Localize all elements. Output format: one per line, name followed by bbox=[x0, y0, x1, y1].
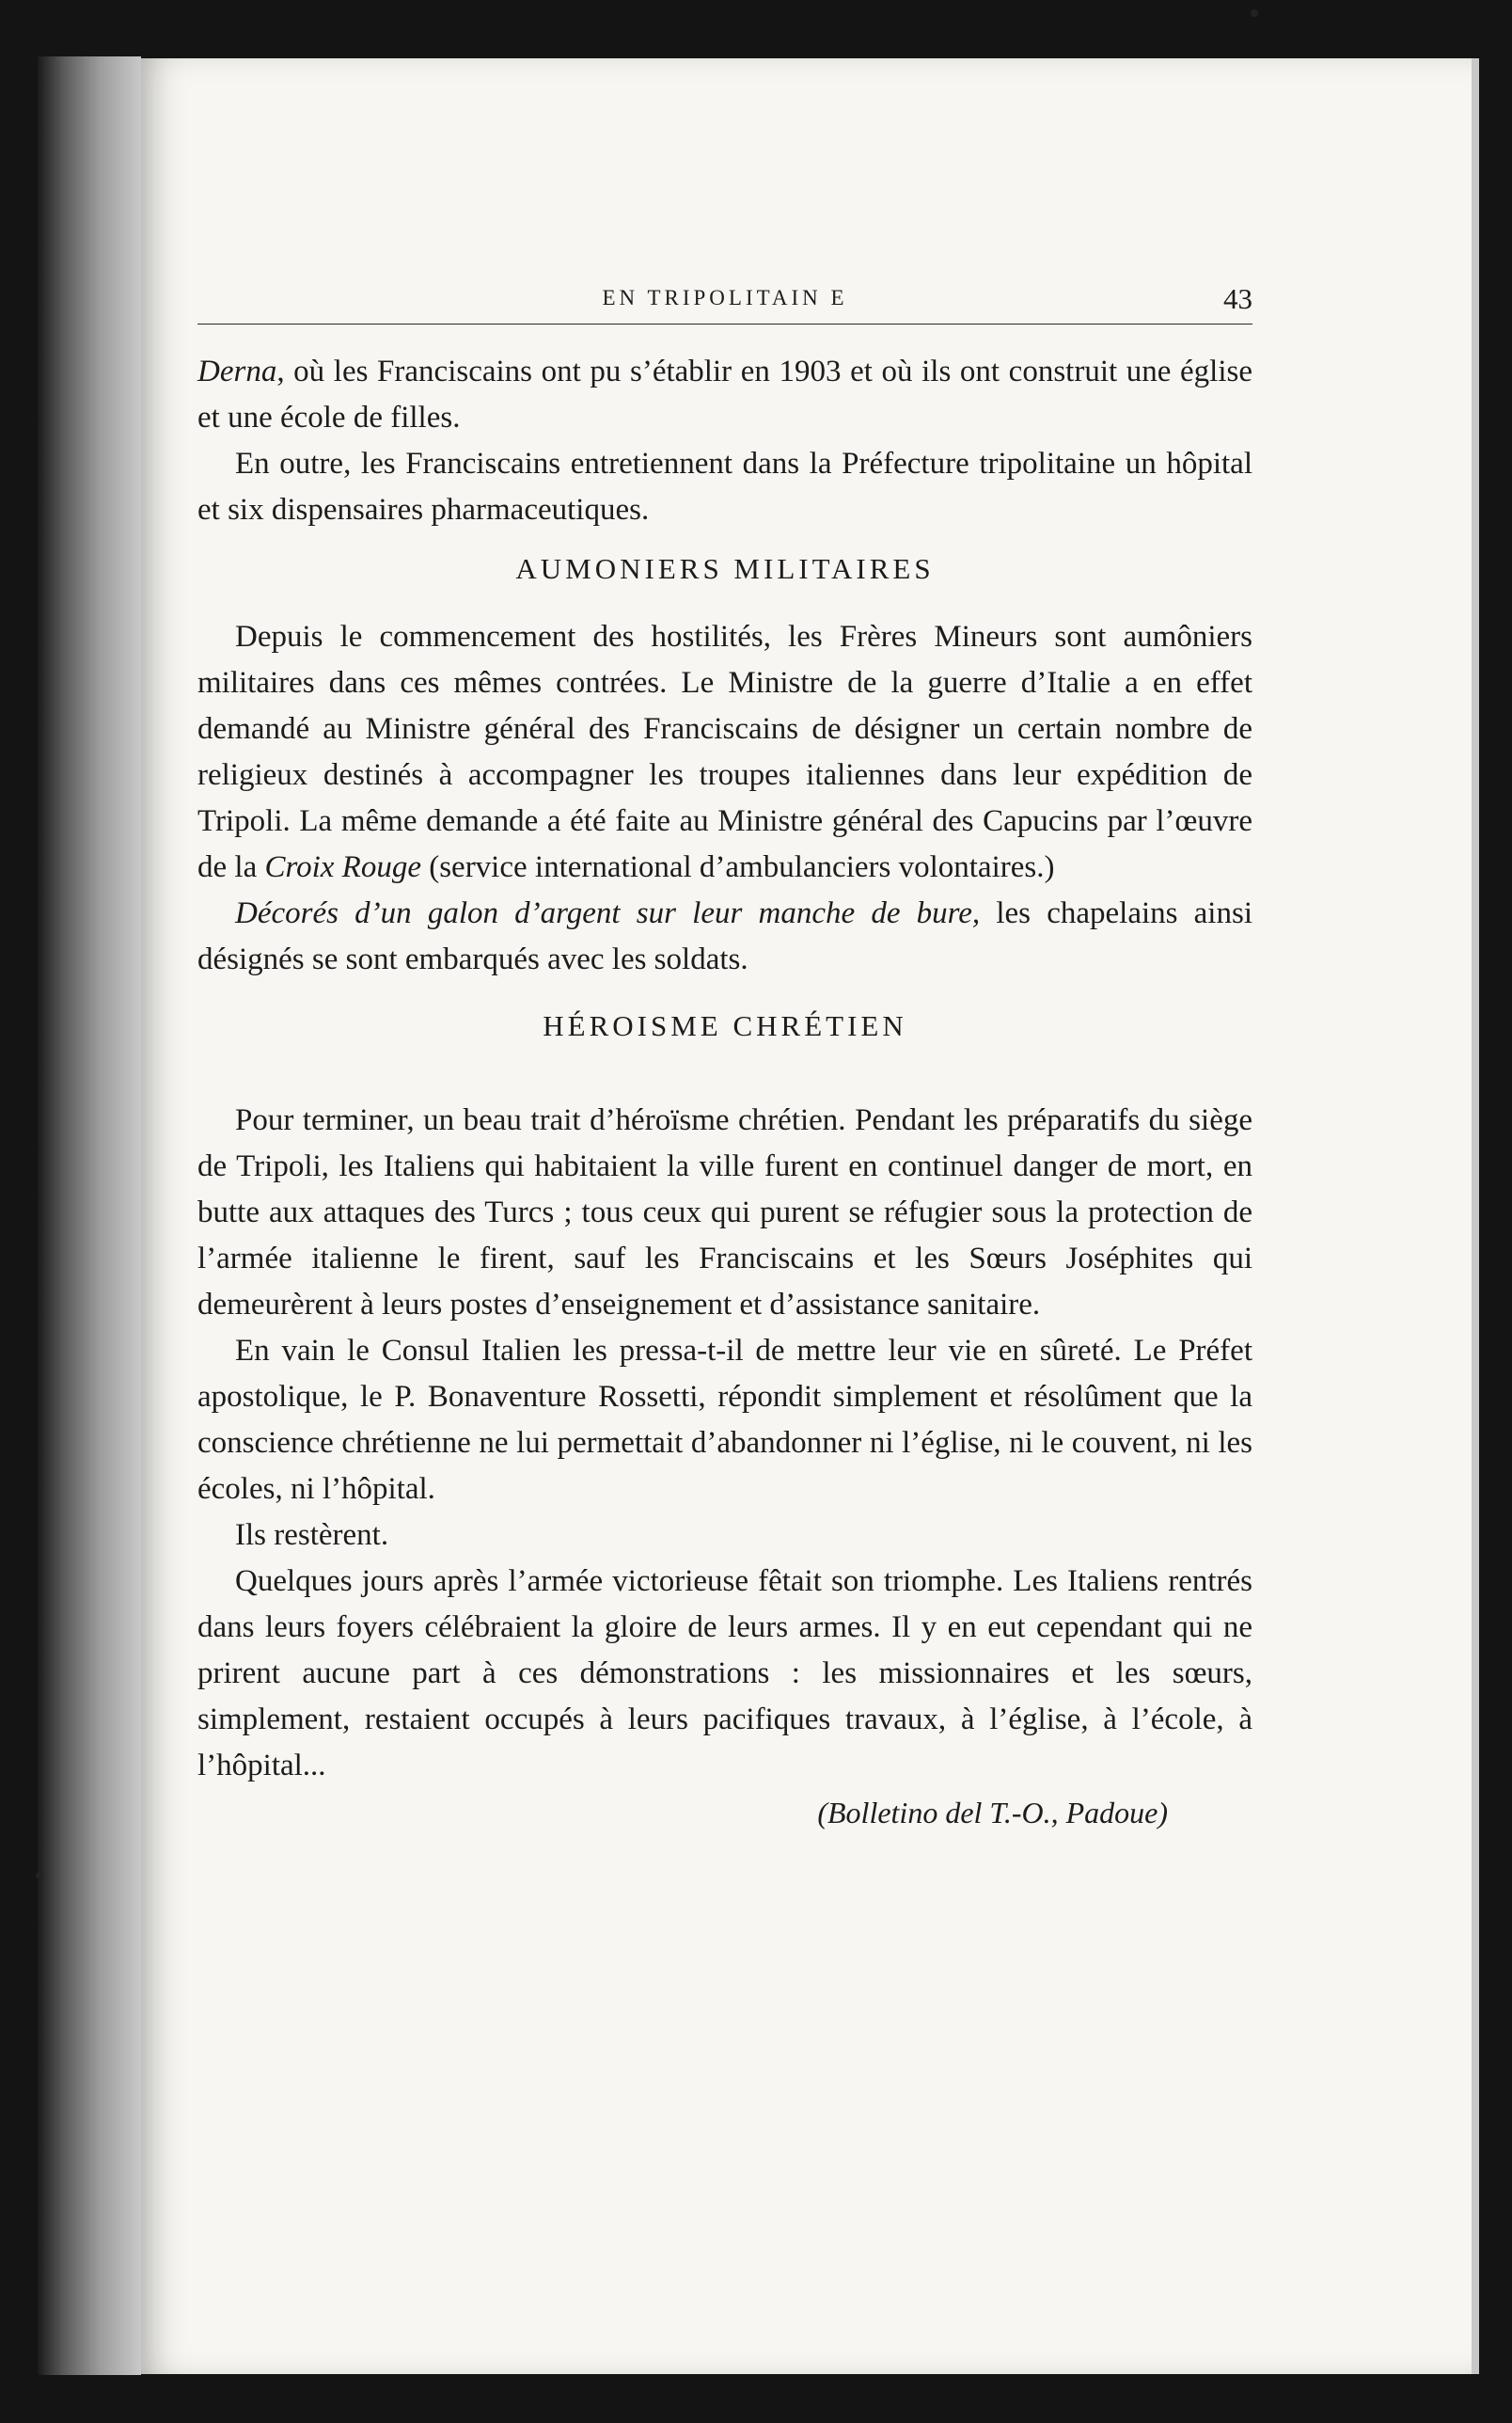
section-heading-aumoniers: AUMONIERS MILITAIRES bbox=[515, 552, 935, 585]
book-binding-shadow bbox=[38, 56, 141, 2375]
organisation-name: Croix Rouge bbox=[264, 850, 421, 884]
place-name: Derna bbox=[197, 355, 277, 388]
page-edge bbox=[1472, 58, 1479, 2374]
section1-paragraph-2-italic: Décorés d’un galon d’argent sur leur manche de bure, bbox=[235, 896, 981, 930]
section1-paragraph-1 bbox=[197, 614, 1252, 891]
section2-paragraph-4: Quelques jours après l’armée victorieuse fêtait son triomphe. Les Italiens rentrés dans leurs foyers célébraient la gloire de leurs armes. Il y en eut cependant qui ne prirent aucune part à ces démonstrations : les missionnaires et les sœurs, simplement, restaient occupés à leurs pacifiques travaux, à l’église, à l’école, à l’hôpital... bbox=[197, 1564, 1252, 1782]
dust-speck bbox=[1251, 9, 1258, 17]
source-attribution: (Bolletino del T.-O., Padoue) bbox=[817, 1796, 1168, 1829]
dust-speck bbox=[36, 1872, 43, 1879]
section1-paragraph-1-end: (service international d’ambulanciers volontaires.) bbox=[420, 850, 1055, 884]
section1-paragraph-1-text: Depuis le commencement des hostilités, les Frères Mineurs sont aumôniers militaires dans ces mêmes contrées. Le Ministre de la guerre d’Italie a en effet demandé au Ministre général des Franciscains de désigner un certain nombre de religieux destinés à accompagner les troupes italiennes dans leur expédition de Tripoli. La même demande a été faite au Ministre général des Capucins par l’œuvre de la bbox=[197, 620, 1252, 884]
header-rule bbox=[197, 324, 1252, 325]
section1-paragraph-2 bbox=[197, 891, 1252, 983]
section2-paragraph-3: Ils restèrent. bbox=[235, 1518, 389, 1552]
intro-paragraph-1-text: , où les Franciscains ont pu s’établir en 1903 et où ils ont construit une église et une école de filles. bbox=[197, 355, 1252, 435]
intro-paragraph-2: En outre, les Franciscains entretiennent dans la Préfecture tripolitaine un hôpital et six dispensaires pharmaceutiques. bbox=[197, 447, 1252, 527]
section2-paragraph-2: En vain le Consul Italien les pressa-t-il de mettre leur vie en sûreté. Le Préfet apostolique, le P. Bonaventure Rossetti, répondit simplement et résolûment que la conscience chrétienne ne lui permettait d’abandonner ni l’église, ni le couvent, ni les écoles, ni l’hôpital. bbox=[197, 1334, 1252, 1506]
page-text bbox=[197, 282, 1252, 1836]
running-head bbox=[197, 282, 1252, 324]
section2-paragraph-1: Pour terminer, un beau trait d’héroïsme chrétien. Pendant les préparatifs du siège de Tripoli, les Italiens qui habitaient la ville furent en continuel danger de mort, en butte aux attaques des Turcs ; tous ceux qui purent se réfugier sous la protection de l’armée italienne le firent, sauf les Franciscains et les Sœurs Joséphites qui demeurèrent à leurs postes d’enseignement et d’assistance sanitaire. bbox=[197, 1103, 1252, 1322]
section1-paragraph-2-text: les chapelains ainsi désignés se sont embarqués avec les soldats. bbox=[197, 896, 1252, 976]
section-heading-heroisme: HÉROISME CHRÉTIEN bbox=[543, 1009, 907, 1042]
running-title: EN TRIPOLITAIN E bbox=[602, 286, 848, 309]
page-number: 43 bbox=[1223, 282, 1252, 315]
intro-paragraph-1 bbox=[197, 349, 1252, 441]
